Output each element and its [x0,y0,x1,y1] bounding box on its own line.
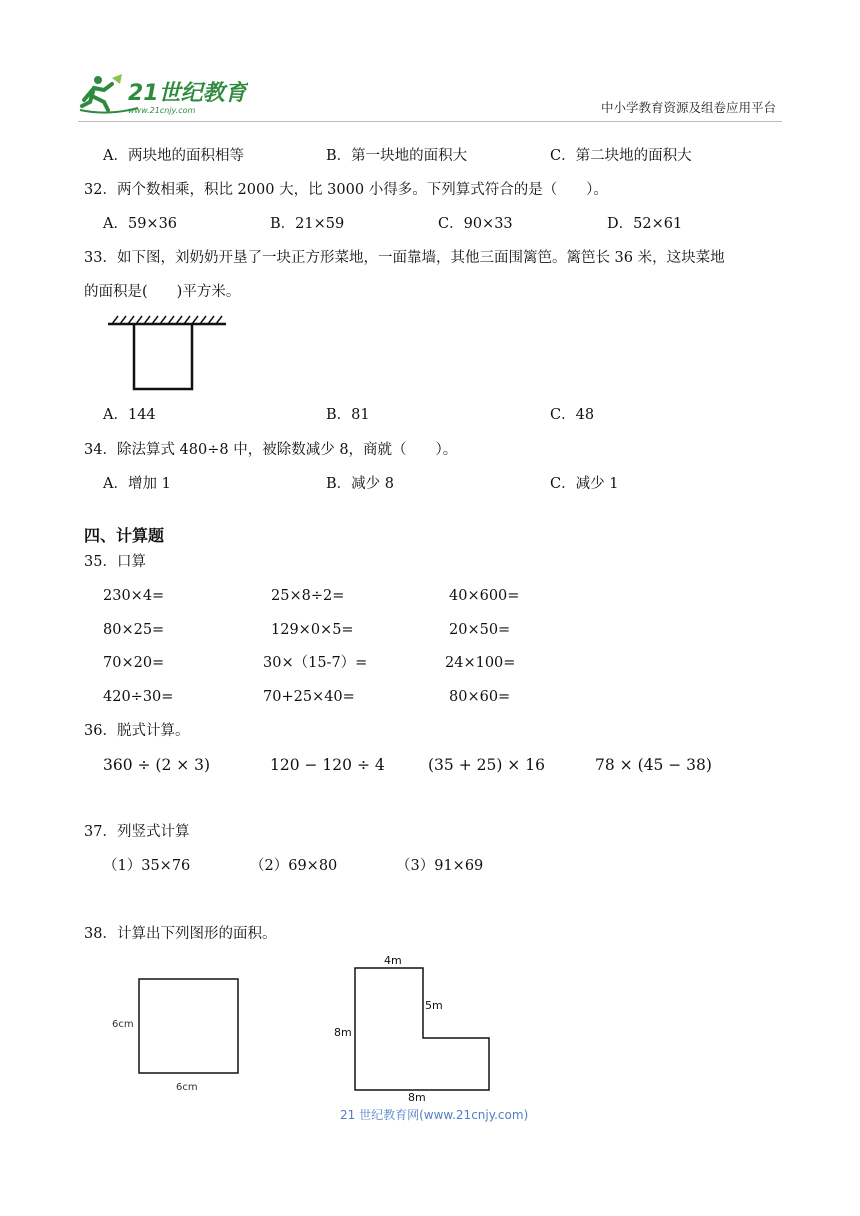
q31-option-a: A．两块地的面积相等 [103,148,244,164]
q35-item: 70+25×40= [263,689,355,705]
q37-item: （3）91×69 [396,858,484,874]
l-shape [355,968,489,1090]
q32-option-d: D．52×61 [607,216,683,232]
q35-item: 25×8÷2= [271,588,345,604]
wall-hatching [108,316,226,324]
q35-item: 70×20= [103,655,165,671]
site-logo [78,72,248,116]
q32-option-a: A．59×36 [103,216,178,232]
platform-name: 中小学教育资源及组卷应用平台 [600,100,776,115]
l-shape-figure [330,948,510,1108]
q37-item: （1）35×76 [103,858,191,874]
q35-item: 80×25= [103,622,165,638]
q36-item: 78 × (45 − 38) [595,756,712,774]
logo-url: www.21cnjy.com [128,106,196,115]
q33-option-c: C．48 [550,407,595,423]
square-side-label: 6cm [112,1019,134,1030]
logo-text: 21世纪教育 [128,81,247,106]
q36-item: 120 − 120 ÷ 4 [270,756,385,774]
q35-item: 420÷30= [103,689,174,705]
square-bottom-label: 6cm [176,1082,198,1093]
q33-option-a: A．144 [103,407,156,423]
header-divider [78,121,782,122]
q37-item: （2）69×80 [250,858,338,874]
q32-stem: 32．两个数相乘，积比 2000 大，比 3000 小得多。下列算式符合的是（ ）。 [84,182,608,198]
square-shape [139,979,238,1073]
q33-figure [104,312,230,396]
l-inner-label: 5m [425,999,443,1012]
q35-item: 24×100= [445,655,516,671]
q32-option-c: C．90×33 [438,216,513,232]
q34-option-b: B．减少 8 [326,476,394,492]
q32-option-b: B．21×59 [270,216,345,232]
q33-stem-line1: 33．如下图，刘奶奶开垦了一块正方形菜地，一面靠墙，其他三面围篱笆。篱笆长 36 米，这块菜地 [84,250,725,266]
q33-stem-line2: 的面积是( )平方米。 [84,284,241,300]
q34-stem: 34．除法算式 480÷8 中，被除数减少 8，商就（ ）。 [84,442,458,458]
q35-item: 30×（15-7）= [263,655,368,671]
footer-text: 21 世纪教育网(www.21cnjy.com) [340,1108,529,1122]
q34-option-c: C．减少 1 [550,476,619,492]
l-left-label: 8m [334,1026,352,1039]
q35-item: 129×0×5= [271,622,354,638]
l-bottom-label: 8m [408,1091,426,1104]
square-figure [104,970,254,1104]
q35-item: 80×60= [449,689,511,705]
q33-option-b: B．81 [326,407,370,423]
q31-option-b: B．第一块地的面积大 [326,148,468,164]
fence-square [134,324,192,389]
q35-stem: 35．口算 [84,554,146,570]
q38-stem: 38．计算出下列图形的面积。 [84,926,277,942]
q35-item: 20×50= [449,622,511,638]
q36-stem: 36．脱式计算。 [84,723,190,739]
l-top-label: 4m [384,954,402,967]
section-title: 四、计算题 [84,526,165,545]
q36-item: 360 ÷ (2 × 3) [103,756,211,774]
q35-item: 40×600= [449,588,520,604]
q31-option-c: C．第二块地的面积大 [550,148,692,164]
q37-stem: 37．列竖式计算 [84,824,190,840]
q35-item: 230×4= [103,588,165,604]
q36-item: (35 + 25) × 16 [428,756,545,774]
q34-option-a: A．增加 1 [103,476,171,492]
